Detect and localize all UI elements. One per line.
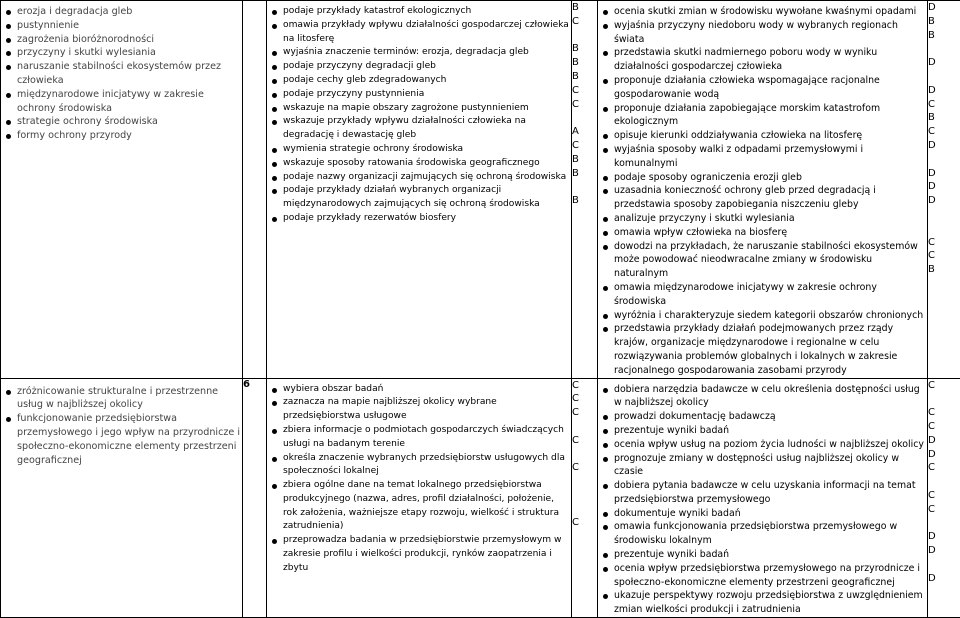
category-code — [572, 29, 597, 43]
list-item: omawia funkcjonowania przedsiębiorstwa przemysłowego w środowisku lokalnym — [598, 520, 927, 548]
category-code: D — [928, 56, 960, 70]
list-item: wybiera obszar badań — [267, 383, 571, 397]
requirements-list — [598, 379, 927, 618]
list-item: prezentuje wyniki badań — [598, 424, 927, 438]
list-item: zbiera ogólne dane na temat lokalnego przedsiębiorstwa produkcyjnego (nazwa, adres, profil działalności, położenie, rok założenia, ważniejsze etapy rozwoju, wielkość i struktura zatrudnienia) — [267, 479, 571, 534]
category-code — [572, 489, 597, 503]
list-item: określa znaczenie wybranych przedsiębiorstw usługowych dla społeczności lokalnej — [267, 452, 571, 480]
list-item: prezentuje wyniki badań — [598, 548, 927, 562]
objectives-cell — [267, 378, 572, 618]
category-code: C — [928, 98, 960, 112]
list-item: uzasadnia konieczność ochrony gleb przed degradacją i przedstawia sposoby zapobiegania niszczeniu gleby — [598, 184, 927, 212]
category-code — [572, 420, 597, 434]
requirements-cell — [598, 378, 928, 618]
category-code: D — [928, 530, 960, 544]
category-code: B — [928, 263, 960, 277]
category-code — [928, 153, 960, 167]
category-code: D — [928, 167, 960, 181]
list-item: podaje przykłady katastrof ekologicznych — [267, 5, 571, 19]
category-code: B — [572, 1, 597, 15]
category-code: C — [928, 489, 960, 503]
category-code: D — [928, 544, 960, 558]
category-code: D — [928, 84, 960, 98]
category-code: B — [572, 153, 597, 167]
category-code: A — [572, 125, 597, 139]
category-code — [928, 585, 960, 599]
category-code — [928, 392, 960, 406]
list-item: wskazuje na mapie obszary zagrożone pustynnieniem — [267, 102, 571, 116]
content-cell — [1, 378, 243, 618]
list-item: erozja i degradacja gleb — [1, 5, 242, 19]
category-code: C — [572, 406, 597, 420]
content-cell — [1, 1, 243, 379]
list-item: zaznacza na mapie najbliższej okolicy wybrane przedsiębiorstwa usługowe — [267, 396, 571, 424]
list-item: podaje przyczyny pustynnienia — [267, 88, 571, 102]
list-item: przedstawia przykłady działań podejmowanych przez rządy krajów, organizacje międzynarodowe i regionalne w celu rozwiązywania problemów globalnych i lokalnych w zakresie racjonalnego gospodarowania zasobami przyrody — [598, 322, 927, 377]
category-code: B — [572, 167, 597, 181]
list-item: proponuje działania człowieka wspomagające racjonalne gospodarowanie wodą — [598, 74, 927, 102]
category-code: C — [572, 15, 597, 29]
list-item: podaje nazwy organizacji zajmujących się ochroną środowiska — [267, 171, 571, 185]
category-code — [928, 475, 960, 489]
category-code: C — [572, 434, 597, 448]
category-code: C — [928, 249, 960, 263]
list-item: dobiera narzędzia badawcze w celu określenia dostępności usług w najbliższej okolicy — [598, 383, 927, 411]
list-item: ocenia wpływ usług na poziom życia ludności w najbliższej okolicy — [598, 438, 927, 452]
list-item: podaje przykłady działań wybranych organizacji międzynarodowych zajmujących się ochroną środowiska — [267, 184, 571, 212]
category-code: B — [928, 29, 960, 43]
category-code: C — [928, 420, 960, 434]
list-item: wyjaśnia przyczyny niedoboru wody w wybranych regionach świata — [598, 19, 927, 47]
category-code: C — [572, 379, 597, 393]
category-code: C — [928, 406, 960, 420]
category-code: B — [928, 111, 960, 125]
category-code — [928, 222, 960, 236]
list-item: funkcjonowanie przedsiębiorstwa przemysłowego i jego wpływ na przyrodnicze i społeczno-ekonomiczne elementy przestrzeni geograficznej — [1, 412, 242, 467]
list-item: dobiera pytania badawcze w celu uzyskania informacji na temat przedsiębiorstwa przemysłowego — [598, 479, 927, 507]
requirement-codes-cell — [928, 378, 960, 618]
category-code: B — [928, 15, 960, 29]
category-code: D — [928, 572, 960, 586]
list-item: podaje przyczyny degradacji gleb — [267, 60, 571, 74]
list-item: ocenia skutki zmian w środowisku wywołane kwaśnymi opadami — [598, 5, 927, 19]
category-code: B — [572, 42, 597, 56]
table-row — [1, 1, 960, 379]
category-code — [572, 111, 597, 125]
category-code: C — [928, 379, 960, 393]
list-item: prognozuje zmiany w dostępności usług najbliższej okolicy w czasie — [598, 452, 927, 480]
list-item: dowodzi na przykładach, że naruszanie stabilności ekosystemów może powodować nieodwracalne zmiany w środowisku naturalnym — [598, 240, 927, 281]
requirements-cell — [598, 1, 928, 379]
list-item: ocenia wpływ przedsiębiorstwa przemysłowego na przyrodnicze i społeczno-ekonomiczne elementy przestrzeni geograficznej — [598, 562, 927, 590]
list-item: przedstawia skutki nadmiernego poboru wody w wyniku działalności gospodarczej człowieka — [598, 46, 927, 74]
category-code — [572, 503, 597, 517]
category-code — [928, 70, 960, 84]
category-code: D — [928, 1, 960, 15]
category-code: C — [928, 503, 960, 517]
category-code — [928, 516, 960, 530]
list-item: omawia wpływ człowieka na biosferę — [598, 226, 927, 240]
category-code: D — [928, 194, 960, 208]
lesson-number-cell: 6 — [243, 378, 267, 618]
category-code: C — [928, 461, 960, 475]
category-code — [572, 475, 597, 489]
category-code: C — [572, 139, 597, 153]
list-item: wskazuje przykłady wpływu działalności człowieka na degradację i dewastację gleb — [267, 115, 571, 143]
list-item: międzynarodowe inicjatywy w zakresie ochrony środowiska — [1, 88, 242, 116]
category-code: C — [572, 392, 597, 406]
list-item: opisuje kierunki oddziaływania człowieka na litosferę — [598, 129, 927, 143]
list-item: prowadzi dokumentację badawczą — [598, 410, 927, 424]
list-item: przeprowadza badania w przedsiębiorstwie przemysłowym w zakresie profilu i wielkości produkcji, rynków zaopatrzenia i zbytu — [267, 534, 571, 575]
category-code: D — [928, 180, 960, 194]
category-code: D — [928, 434, 960, 448]
list-item: wyjaśnia sposoby walki z odpadami przemysłowymi i komunalnymi — [598, 143, 927, 171]
list-item: wskazuje sposoby ratowania środowiska geograficznego — [267, 157, 571, 171]
list-item: analizuje przyczyny i skutki wylesiania — [598, 212, 927, 226]
list-item: wyróżnia i charakteryzuje siedem kategorii obszarów chronionych — [598, 309, 927, 323]
objectives-list — [267, 1, 571, 226]
category-code: C — [928, 125, 960, 139]
objective-codes-cell — [572, 378, 598, 618]
category-code — [928, 208, 960, 222]
category-code: C — [572, 84, 597, 98]
category-code — [928, 558, 960, 572]
category-code — [572, 448, 597, 462]
list-item: dokumentuje wyniki badań — [598, 507, 927, 521]
list-item: strategie ochrony środowiska — [1, 115, 242, 129]
lesson-number-cell — [243, 1, 267, 379]
category-code: B — [572, 70, 597, 84]
list-item: formy ochrony przyrody — [1, 129, 242, 143]
list-item: podaje sposoby ograniczenia erozji gleb — [598, 171, 927, 185]
category-code: B — [572, 194, 597, 208]
list-item: zagrożenia bioróżnorodności — [1, 33, 242, 47]
content-list — [1, 1, 242, 143]
category-code: B — [572, 56, 597, 70]
requirement-codes-cell — [928, 1, 960, 379]
list-item: wyjaśnia znaczenie terminów: erozja, degradacja gleb — [267, 46, 571, 60]
category-code — [928, 42, 960, 56]
list-item: proponuje działania zapobiegające morskim katastrofom ekologicznym — [598, 102, 927, 130]
list-item: naruszanie stabilności ekosystemów przez człowieka — [1, 60, 242, 88]
category-code: C — [572, 516, 597, 530]
objectives-cell — [267, 1, 572, 379]
content-list — [1, 379, 242, 468]
list-item: przyczyny i skutki wylesiania — [1, 46, 242, 60]
list-item: wymienia strategie ochrony środowiska — [267, 143, 571, 157]
table-row — [1, 378, 960, 618]
category-code: C — [572, 461, 597, 475]
category-code: C — [572, 98, 597, 112]
list-item: zróżnicowanie strukturalne i przestrzenne usług w najbliższej okolicy — [1, 385, 242, 413]
objective-codes-cell — [572, 1, 598, 379]
list-item: omawia międzynarodowe inicjatywy w zakresie ochrony środowiska — [598, 281, 927, 309]
list-item: pustynnienie — [1, 19, 242, 33]
list-item: omawia przykłady wpływu działalności gospodarczej człowieka na litosferę — [267, 19, 571, 47]
category-code — [572, 180, 597, 194]
category-code: D — [928, 448, 960, 462]
list-item: zbiera informacje o podmiotach gospodarczych świadczących usługi na badanym terenie — [267, 424, 571, 452]
category-code: C — [928, 236, 960, 250]
category-code: D — [928, 139, 960, 153]
requirements-list — [598, 1, 927, 378]
objectives-list — [267, 379, 571, 576]
list-item: podaje przykłady rezerwatów biosfery — [267, 212, 571, 226]
list-item: ukazuje perspektywy rozwoju przedsiębiorstwa z uwzględnieniem zmian wielkości produkcji i zatrudnienia — [598, 589, 927, 617]
list-item: podaje cechy gleb zdegradowanych — [267, 74, 571, 88]
